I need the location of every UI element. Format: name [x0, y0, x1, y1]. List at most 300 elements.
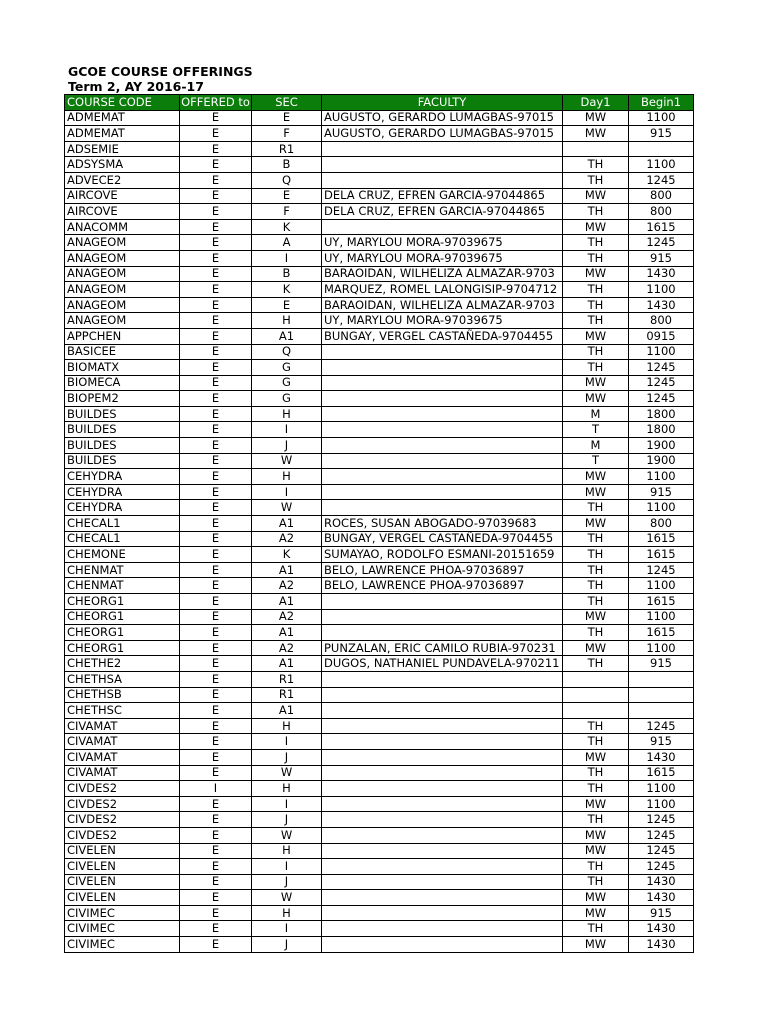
table-row	[65, 640, 694, 656]
offered-to-cell: E	[180, 687, 252, 703]
sec-cell: A1	[252, 625, 322, 641]
offered-to-cell: E	[180, 141, 252, 157]
table-row	[65, 718, 694, 734]
sec-cell: A2	[252, 640, 322, 656]
offered-to-cell: E	[180, 235, 252, 251]
offered-to-cell: E	[180, 250, 252, 266]
table-row	[65, 562, 694, 578]
course-code-cell: CHEORG1	[65, 594, 180, 610]
sec-cell: A2	[252, 578, 322, 594]
faculty-cell	[322, 360, 563, 376]
course-code-cell: CHETHSA	[65, 671, 180, 687]
begin1-cell: 1900	[629, 453, 694, 469]
day1-cell: TH	[563, 562, 629, 578]
offered-to-cell: I	[180, 781, 252, 797]
day1-cell: MW	[563, 391, 629, 407]
day1-cell: MW	[563, 188, 629, 204]
offered-to-cell: E	[180, 718, 252, 734]
day1-cell: TH	[563, 594, 629, 610]
faculty-cell	[322, 500, 563, 516]
course-code-cell: BUILDES	[65, 422, 180, 438]
header-offered-to: OFFERED to	[181, 94, 250, 109]
begin1-cell: 1100	[629, 796, 694, 812]
course-code-cell: ANAGEOM	[65, 250, 180, 266]
day1-cell: MW	[563, 640, 629, 656]
course-code-cell: BIOMECA	[65, 375, 180, 391]
day1-cell: MW	[563, 469, 629, 485]
offered-to-cell: E	[180, 859, 252, 875]
begin1-cell: 1245	[629, 375, 694, 391]
course-code-cell: CIVDES2	[65, 812, 180, 828]
sec-cell: W	[252, 827, 322, 843]
begin1-cell: 915	[629, 734, 694, 750]
sec-cell: A2	[252, 531, 322, 547]
faculty-cell	[322, 422, 563, 438]
offered-to-cell: E	[180, 531, 252, 547]
offered-to-cell: E	[180, 827, 252, 843]
day1-cell: TH	[563, 578, 629, 594]
table-row	[65, 344, 694, 360]
sec-cell: A1	[252, 703, 322, 719]
begin1-cell: 1430	[629, 297, 694, 313]
faculty-cell	[322, 609, 563, 625]
table-row	[65, 141, 694, 157]
table-row	[65, 843, 694, 859]
faculty-cell	[322, 859, 563, 875]
course-code-cell: CIVELEN	[65, 859, 180, 875]
day1-cell: MW	[563, 266, 629, 282]
begin1-cell: 1615	[629, 765, 694, 781]
offered-to-cell: E	[180, 609, 252, 625]
table-row	[65, 516, 694, 532]
table-row	[65, 297, 694, 313]
table-row	[65, 484, 694, 500]
table-row	[65, 406, 694, 422]
course-code-cell: CIVAMAT	[65, 765, 180, 781]
offered-to-cell: E	[180, 453, 252, 469]
sec-cell: R1	[252, 671, 322, 687]
table-row	[65, 827, 694, 843]
day1-cell: TH	[563, 718, 629, 734]
course-code-cell: CHETHE2	[65, 656, 180, 672]
sec-cell: A1	[252, 594, 322, 610]
offered-to-cell: E	[180, 843, 252, 859]
faculty-cell	[322, 765, 563, 781]
sec-cell: E	[252, 110, 322, 126]
sec-cell: B	[252, 266, 322, 282]
day1-cell: TH	[563, 781, 629, 797]
sec-cell: F	[252, 204, 322, 220]
sec-cell: G	[252, 375, 322, 391]
course-code-cell: CIVDES2	[65, 781, 180, 797]
table-row	[65, 625, 694, 641]
faculty-cell: SUMAYAO, RODOLFO ESMANI-20151659	[322, 547, 563, 563]
offered-to-cell: E	[180, 547, 252, 563]
sec-cell: J	[252, 937, 322, 953]
day1-cell: MW	[563, 126, 629, 142]
sec-cell: E	[252, 188, 322, 204]
table-row	[65, 188, 694, 204]
table-row	[65, 547, 694, 563]
course-code-cell: CIVELEN	[65, 890, 180, 906]
table-row	[65, 126, 694, 142]
faculty-cell	[322, 375, 563, 391]
sec-cell: H	[252, 781, 322, 797]
sec-cell: B	[252, 157, 322, 173]
table-row	[65, 687, 694, 703]
sec-cell: J	[252, 749, 322, 765]
faculty-cell	[322, 438, 563, 454]
begin1-cell	[629, 141, 694, 157]
table-row	[65, 391, 694, 407]
faculty-cell: BELO, LAWRENCE PHOA-97036897	[322, 578, 563, 594]
faculty-cell: DELA CRUZ, EFREN GARCIA-97044865	[322, 204, 563, 220]
faculty-cell: UY, MARYLOU MORA-97039675	[322, 250, 563, 266]
begin1-cell: 1100	[629, 781, 694, 797]
begin1-cell: 1430	[629, 921, 694, 937]
course-code-cell: CIVIMEC	[65, 921, 180, 937]
day1-cell: TH	[563, 282, 629, 298]
faculty-cell	[322, 687, 563, 703]
course-code-cell: CHEMONE	[65, 547, 180, 563]
sec-cell: H	[252, 313, 322, 329]
offered-to-cell: E	[180, 360, 252, 376]
course-code-cell: CHEORG1	[65, 625, 180, 641]
sec-cell: J	[252, 812, 322, 828]
day1-cell	[563, 141, 629, 157]
sec-cell: R1	[252, 687, 322, 703]
begin1-cell: 800	[629, 204, 694, 220]
begin1-cell: 1245	[629, 360, 694, 376]
sec-cell: J	[252, 438, 322, 454]
offered-to-cell: E	[180, 157, 252, 173]
faculty-cell	[322, 625, 563, 641]
day1-cell: TH	[563, 344, 629, 360]
course-code-cell: CIVAMAT	[65, 734, 180, 750]
sec-cell: A1	[252, 328, 322, 344]
day1-cell: TH	[563, 734, 629, 750]
begin1-cell: 1245	[629, 235, 694, 251]
faculty-cell: BUNGAY, VERGEL CASTAÑEDA-9704455	[322, 531, 563, 547]
course-code-cell: BUILDES	[65, 438, 180, 454]
faculty-cell: UY, MARYLOU MORA-97039675	[322, 235, 563, 251]
header-day1: Day1	[563, 95, 629, 111]
header-course-code: COURSE CODE	[65, 95, 180, 111]
faculty-cell	[322, 843, 563, 859]
begin1-cell: 1430	[629, 749, 694, 765]
day1-cell: MW	[563, 328, 629, 344]
offered-to-cell: E	[180, 812, 252, 828]
table-row	[65, 890, 694, 906]
offered-to-cell: E	[180, 594, 252, 610]
sec-cell: F	[252, 126, 322, 142]
faculty-cell: UY, MARYLOU MORA-97039675	[322, 313, 563, 329]
day1-cell: MW	[563, 827, 629, 843]
faculty-cell: AUGUSTO, GERARDO LUMAGBAS-97015	[322, 126, 563, 142]
faculty-cell: DUGOS, NATHANIEL PUNDAVELA-970211	[322, 656, 563, 672]
course-code-cell: ANAGEOM	[65, 235, 180, 251]
day1-cell: TH	[563, 157, 629, 173]
begin1-cell: 1100	[629, 578, 694, 594]
sec-cell: I	[252, 796, 322, 812]
begin1-cell: 1245	[629, 391, 694, 407]
sec-cell: G	[252, 360, 322, 376]
table-row	[65, 360, 694, 376]
offered-to-cell: E	[180, 219, 252, 235]
course-code-cell: ADMEMAT	[65, 110, 180, 126]
table-row	[65, 781, 694, 797]
begin1-cell: 1430	[629, 266, 694, 282]
faculty-cell	[322, 391, 563, 407]
course-code-cell: ANACOMM	[65, 219, 180, 235]
begin1-cell: 1100	[629, 282, 694, 298]
table-row	[65, 157, 694, 173]
day1-cell: TH	[563, 204, 629, 220]
offered-to-cell: E	[180, 703, 252, 719]
begin1-cell: 1100	[629, 344, 694, 360]
begin1-cell: 1800	[629, 422, 694, 438]
course-code-cell: ADSYSMA	[65, 157, 180, 173]
begin1-cell: 1615	[629, 625, 694, 641]
course-code-cell: AIRCOVE	[65, 188, 180, 204]
begin1-cell: 1100	[629, 157, 694, 173]
begin1-cell: 915	[629, 905, 694, 921]
sec-cell: K	[252, 219, 322, 235]
course-code-cell: CEHYDRA	[65, 469, 180, 485]
header-begin1: Begin1	[629, 95, 694, 111]
offered-to-cell: E	[180, 110, 252, 126]
table-row	[65, 282, 694, 298]
sec-cell: W	[252, 890, 322, 906]
sec-cell: H	[252, 718, 322, 734]
offered-to-cell: E	[180, 469, 252, 485]
table-row	[65, 578, 694, 594]
begin1-cell: 1100	[629, 640, 694, 656]
day1-cell: TH	[563, 547, 629, 563]
course-code-cell: BUILDES	[65, 453, 180, 469]
day1-cell: TH	[563, 313, 629, 329]
day1-cell: TH	[563, 859, 629, 875]
course-code-cell: CIVELEN	[65, 843, 180, 859]
table-row	[65, 859, 694, 875]
day1-cell: TH	[563, 500, 629, 516]
sec-cell: A1	[252, 656, 322, 672]
begin1-cell: 800	[629, 313, 694, 329]
table-row	[65, 172, 694, 188]
spreadsheet-sheet	[64, 64, 693, 953]
faculty-cell: BUNGAY, VERGEL CASTAÑEDA-9704455	[322, 328, 563, 344]
course-code-cell: CIVDES2	[65, 796, 180, 812]
begin1-cell: 1245	[629, 812, 694, 828]
sec-cell: I	[252, 484, 322, 500]
sec-cell: A1	[252, 516, 322, 532]
table-row	[65, 937, 694, 953]
course-code-cell: CIVIMEC	[65, 905, 180, 921]
table-row	[65, 531, 694, 547]
begin1-cell: 1245	[629, 172, 694, 188]
course-code-cell: CHEORG1	[65, 640, 180, 656]
day1-cell: MW	[563, 484, 629, 500]
faculty-cell: DELA CRUZ, EFREN GARCIA-97044865	[322, 188, 563, 204]
begin1-cell: 800	[629, 188, 694, 204]
offered-to-cell: E	[180, 625, 252, 641]
offered-to-cell: E	[180, 796, 252, 812]
table-row	[65, 812, 694, 828]
day1-cell: MW	[563, 890, 629, 906]
sec-cell: H	[252, 469, 322, 485]
offered-to-cell: E	[180, 375, 252, 391]
sec-cell: Q	[252, 172, 322, 188]
begin1-cell: 1100	[629, 469, 694, 485]
day1-cell: T	[563, 453, 629, 469]
table-row	[65, 422, 694, 438]
header-faculty: FACULTY	[322, 95, 563, 111]
begin1-cell	[629, 703, 694, 719]
table-row	[65, 765, 694, 781]
table-row	[65, 656, 694, 672]
begin1-cell: 915	[629, 656, 694, 672]
sec-cell: G	[252, 391, 322, 407]
begin1-cell	[629, 671, 694, 687]
offered-to-cell: E	[180, 500, 252, 516]
faculty-cell: MARQUEZ, ROMEL LALONGISIP-9704712	[322, 282, 563, 298]
sec-cell: W	[252, 453, 322, 469]
sec-cell: K	[252, 547, 322, 563]
table-row	[65, 438, 694, 454]
faculty-cell	[322, 905, 563, 921]
faculty-cell: BELO, LAWRENCE PHOA-97036897	[322, 562, 563, 578]
table-row	[65, 609, 694, 625]
sec-cell: I	[252, 250, 322, 266]
begin1-cell: 1100	[629, 609, 694, 625]
day1-cell: M	[563, 406, 629, 422]
table-row	[65, 921, 694, 937]
day1-cell: TH	[563, 765, 629, 781]
day1-cell	[563, 687, 629, 703]
day1-cell: TH	[563, 297, 629, 313]
course-offerings-table	[64, 94, 694, 953]
sec-cell: I	[252, 921, 322, 937]
day1-cell: TH	[563, 250, 629, 266]
offered-to-cell: E	[180, 204, 252, 220]
begin1-cell: 1100	[629, 110, 694, 126]
course-code-cell: CIVAMAT	[65, 749, 180, 765]
table-row	[65, 375, 694, 391]
faculty-cell	[322, 406, 563, 422]
sec-cell: K	[252, 282, 322, 298]
table-row	[65, 219, 694, 235]
course-code-cell: CEHYDRA	[65, 500, 180, 516]
sec-cell: Q	[252, 344, 322, 360]
day1-cell: TH	[563, 812, 629, 828]
table-row	[65, 469, 694, 485]
begin1-cell: 1245	[629, 718, 694, 734]
day1-cell: T	[563, 422, 629, 438]
table-row	[65, 671, 694, 687]
day1-cell: TH	[563, 874, 629, 890]
begin1-cell: 1245	[629, 827, 694, 843]
course-code-cell: ANAGEOM	[65, 266, 180, 282]
offered-to-cell: E	[180, 734, 252, 750]
offered-to-cell: E	[180, 671, 252, 687]
begin1-cell: 0915	[629, 328, 694, 344]
begin1-cell: 1615	[629, 219, 694, 235]
begin1-cell: 1430	[629, 890, 694, 906]
offered-to-cell: E	[180, 921, 252, 937]
begin1-cell: 1615	[629, 594, 694, 610]
table-row	[65, 703, 694, 719]
table-row	[65, 204, 694, 220]
day1-cell: MW	[563, 905, 629, 921]
table-row	[65, 749, 694, 765]
faculty-cell	[322, 703, 563, 719]
begin1-cell: 915	[629, 250, 694, 266]
course-code-cell: ANAGEOM	[65, 313, 180, 329]
day1-cell: TH	[563, 625, 629, 641]
day1-cell: MW	[563, 375, 629, 391]
offered-to-cell: E	[180, 905, 252, 921]
day1-cell: M	[563, 438, 629, 454]
day1-cell: MW	[563, 609, 629, 625]
course-code-cell: CHEORG1	[65, 609, 180, 625]
course-code-cell: CHENMAT	[65, 578, 180, 594]
offered-to-cell: E	[180, 516, 252, 532]
faculty-cell	[322, 141, 563, 157]
course-code-cell: CEHYDRA	[65, 484, 180, 500]
begin1-cell: 1430	[629, 937, 694, 953]
offered-to-cell: E	[180, 562, 252, 578]
day1-cell	[563, 703, 629, 719]
faculty-cell	[322, 827, 563, 843]
course-code-cell: BASICEE	[65, 344, 180, 360]
sec-cell: A2	[252, 609, 322, 625]
day1-cell: TH	[563, 235, 629, 251]
offered-to-cell: E	[180, 172, 252, 188]
offered-to-cell: E	[180, 422, 252, 438]
table-row	[65, 734, 694, 750]
begin1-cell: 915	[629, 126, 694, 142]
table-row	[65, 266, 694, 282]
faculty-cell	[322, 172, 563, 188]
sec-cell: I	[252, 859, 322, 875]
offered-to-cell: E	[180, 297, 252, 313]
table-row	[65, 250, 694, 266]
offered-to-cell: E	[180, 765, 252, 781]
day1-cell: MW	[563, 796, 629, 812]
offered-to-cell: E	[180, 266, 252, 282]
table-row	[65, 796, 694, 812]
begin1-cell: 1100	[629, 500, 694, 516]
faculty-cell	[322, 344, 563, 360]
offered-to-cell: E	[180, 406, 252, 422]
course-code-cell: BIOPEM2	[65, 391, 180, 407]
sec-cell: A1	[252, 562, 322, 578]
offered-to-cell: E	[180, 328, 252, 344]
course-code-cell: AIRCOVE	[65, 204, 180, 220]
offered-to-cell: E	[180, 640, 252, 656]
begin1-cell: 1800	[629, 406, 694, 422]
course-code-cell: APPCHEN	[65, 328, 180, 344]
header-row	[65, 95, 694, 111]
day1-cell	[563, 671, 629, 687]
course-code-cell: CHECAL1	[65, 531, 180, 547]
table-row	[65, 453, 694, 469]
sec-cell: I	[252, 734, 322, 750]
faculty-cell: BARAOIDAN, WILHELIZA ALMAZAR-9703	[322, 297, 563, 313]
offered-to-cell: E	[180, 749, 252, 765]
faculty-cell: AUGUSTO, GERARDO LUMAGBAS-97015	[322, 110, 563, 126]
course-code-cell: BUILDES	[65, 406, 180, 422]
